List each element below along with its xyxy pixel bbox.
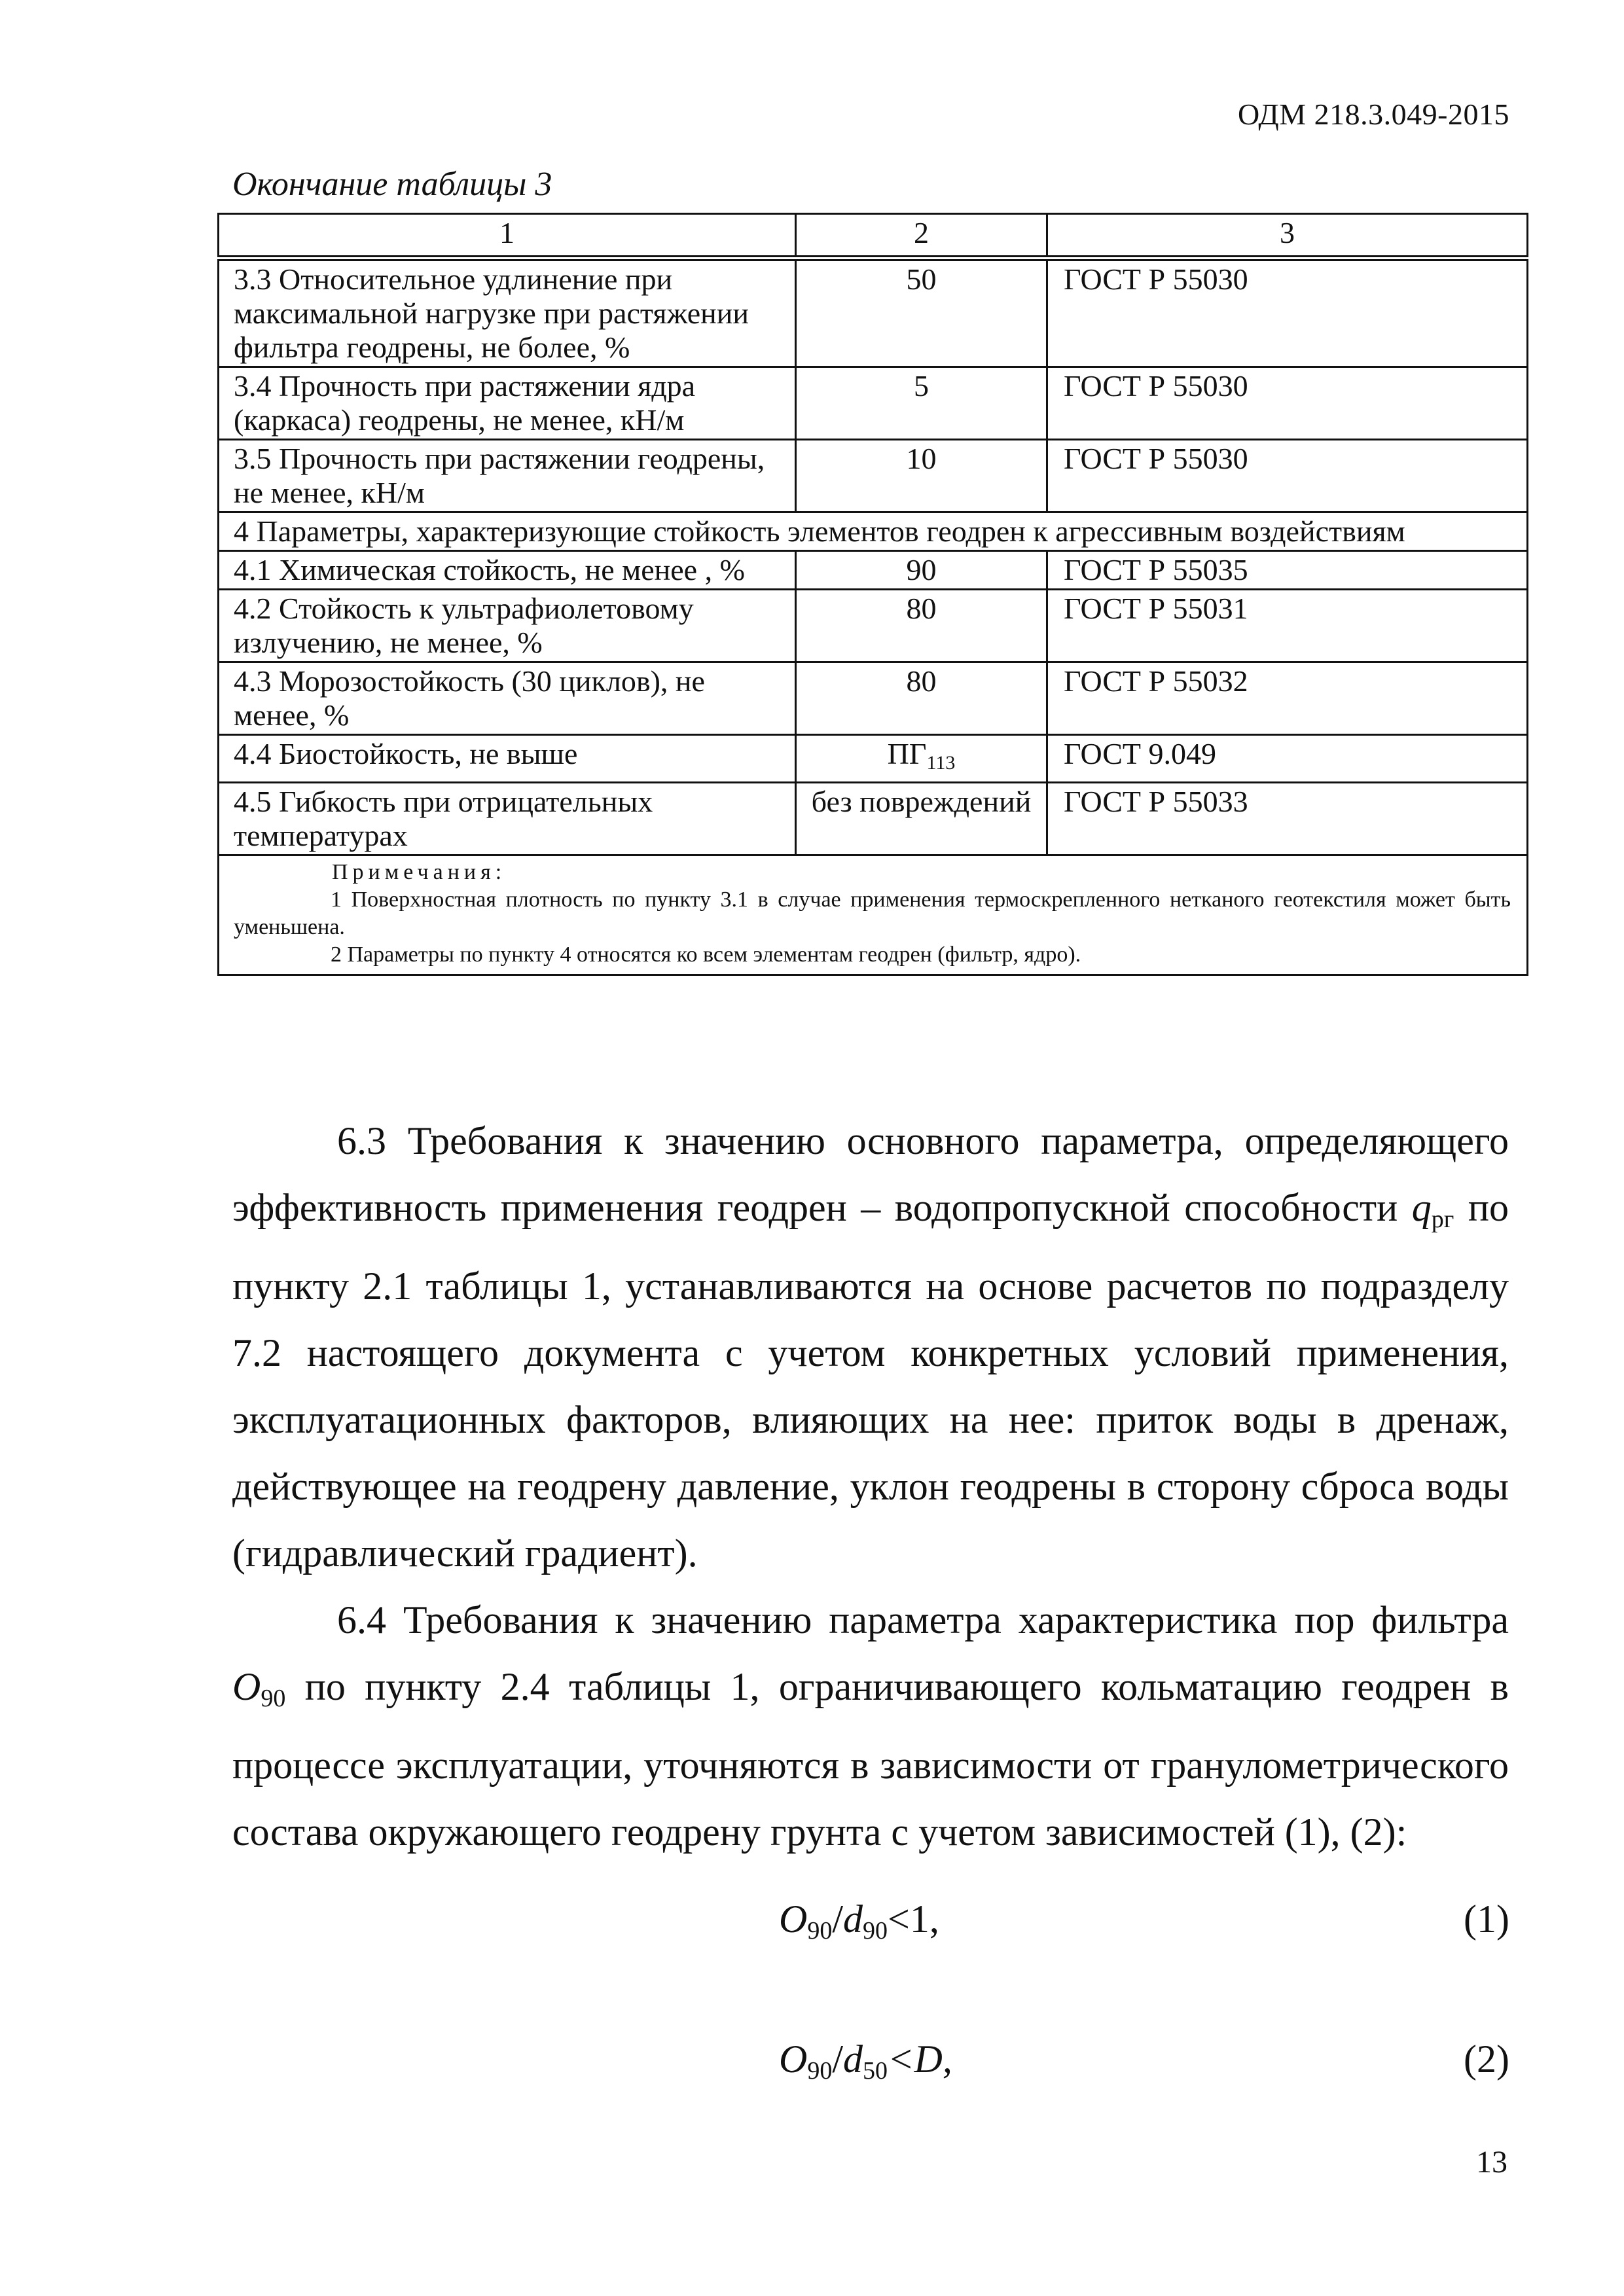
table-caption: Окончание таблицы 3 [232, 166, 552, 203]
document-code: ОДМ 218.3.049-2015 [1237, 98, 1509, 131]
formula-1-number: (1) [1464, 1897, 1509, 1941]
method-cell: ГОСТ Р 55031 [1047, 590, 1528, 662]
value-cell [796, 735, 1047, 783]
method-cell: ГОСТ Р 55033 [1047, 783, 1528, 855]
param-cell: 3.5 Прочность при растяжении геодрены, не менее, кН/м [219, 440, 796, 512]
notes-title: Примечания: [332, 860, 507, 884]
method-cell: ГОСТ Р 55030 [1047, 259, 1528, 367]
formula-2-number: (2) [1464, 2037, 1509, 2081]
symbol-subscript: 90 [261, 1685, 286, 1712]
method-cell: ГОСТ 9.049 [1047, 735, 1528, 783]
value-cell: 80 [796, 590, 1047, 662]
header-cell: 3 [1047, 214, 1528, 259]
table-row [219, 735, 1528, 783]
notes-cell [219, 855, 1528, 975]
param-cell: 4.2 Стойкость к ультрафиолетовому излучению, не менее, % [219, 590, 796, 662]
param-cell: 4.1 Химическая стойкость, не менее , % [219, 551, 796, 590]
notes-row [219, 855, 1528, 975]
table-row [219, 367, 1528, 440]
value-cell: 80 [796, 662, 1047, 735]
table-row [219, 662, 1528, 735]
param-cell: 4.5 Гибкость при отрицательных температурах [219, 783, 796, 855]
param-cell: 4.3 Морозостойкость (30 циклов), не менее, % [219, 662, 796, 735]
group-row [219, 512, 1528, 551]
value-cell: 50 [796, 259, 1047, 367]
table-row [219, 783, 1528, 855]
table-row [219, 259, 1528, 367]
paragraph-6-4: 6.4 Требования к значению параметра характеристика пор фильтра $O_{90}$ по пункту 2.4 таблицы 1, ограничивающего кольматацию геодрен в процессе эксплуатации, уточняются в зависимости от гранулометрического состава окружающего геодрену грунта с учетом зависимостей (1), (2): [232, 1598, 1509, 1854]
table-header-row [219, 214, 1528, 259]
page-number: 13 [1476, 2145, 1507, 2179]
value-cell: 10 [796, 440, 1047, 512]
param-cell: 3.3 Относительное удлинение при максимальной нагрузке при растяжении фильтра геодрены, не более, % [219, 259, 796, 367]
value-cell: 90 [796, 551, 1047, 590]
note-item: 2 Параметры по пункту 4 относятся ко всем элементам геодрен (фильтр, ядро). [331, 942, 1081, 967]
body-text [232, 1107, 1509, 1865]
spec-table [217, 213, 1528, 976]
formula-2: $O_{90}/d_{50}<D$, [779, 2037, 952, 2085]
symbol-q: q [1411, 1186, 1432, 1229]
symbol-o: O [232, 1665, 261, 1708]
table-row [219, 590, 1528, 662]
paragraph-6-3: 6.3 Требования к значению основного параметра, определяющего эффективность применения геодрен – водопропускной способности $q_{рг}$ по пункту 2.1 таблицы 1, устанавливаются на основе расчетов по подразделу 7.2 настоящего документа с учетом конкретных условий применения, эксплуатационных факторов, влияющих на нее: приток воды в дренаж, действующее на геодрену давление, уклон геодрены в сторону сброса воды (гидравлический градиент). [232, 1119, 1509, 1575]
header-cell: 2 [796, 214, 1047, 259]
formula-1: $O_{90}/d_{90}<1$, [779, 1897, 939, 1945]
table-row [219, 551, 1528, 590]
param-cell: 4.4 Биостойкость, не выше [219, 735, 796, 783]
group-cell: 4 Параметры, характеризующие стойкость элементов геодрен к агрессивным воздействиям [219, 512, 1528, 551]
value-subscript: 113 [926, 752, 956, 774]
note-item: 1 Поверхностная плотность по пункту 3.1 в случае применения термоскрепленного нетканого геотекстиля может быть уменьшена. [234, 888, 1511, 939]
table-row [219, 440, 1528, 512]
param-cell: 3.4 Прочность при растяжении ядра (каркаса) геодрены, не менее, кН/м [219, 367, 796, 440]
method-cell: ГОСТ Р 55030 [1047, 367, 1528, 440]
symbol-subscript: рг [1431, 1206, 1454, 1233]
value-cell: 5 [796, 367, 1047, 440]
method-cell: ГОСТ Р 55030 [1047, 440, 1528, 512]
method-cell: ГОСТ Р 55032 [1047, 662, 1528, 735]
value-main: ПГ [887, 737, 927, 770]
method-cell: ГОСТ Р 55035 [1047, 551, 1528, 590]
header-cell: 1 [219, 214, 796, 259]
value-cell: без повреждений [796, 783, 1047, 855]
